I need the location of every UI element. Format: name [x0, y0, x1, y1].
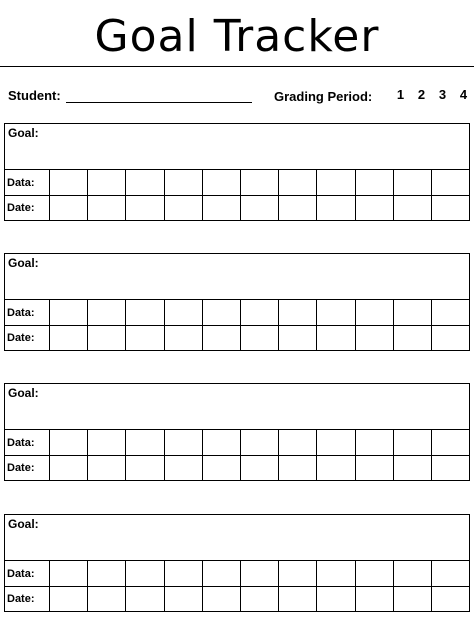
data-cell[interactable]	[165, 561, 203, 586]
date-cell[interactable]	[126, 326, 164, 350]
data-cell[interactable]	[317, 170, 355, 195]
date-cell[interactable]	[394, 587, 432, 611]
goal-label: Goal:	[8, 256, 39, 270]
goal-label: Goal:	[8, 126, 39, 140]
data-cell[interactable]	[126, 561, 164, 586]
date-cell[interactable]	[317, 326, 355, 350]
date-row	[5, 456, 469, 480]
date-cell[interactable]	[203, 326, 241, 350]
date-cell[interactable]	[317, 456, 355, 480]
goal-label: Goal:	[8, 386, 39, 400]
data-row-label: Data:	[5, 170, 50, 195]
data-cell[interactable]	[356, 300, 394, 325]
grading-period-3[interactable]: 3	[438, 87, 447, 102]
grading-period-label: Grading Period:	[274, 89, 373, 104]
data-row	[5, 561, 469, 587]
date-cell[interactable]	[317, 587, 355, 611]
date-cell[interactable]	[165, 456, 203, 480]
data-cell[interactable]	[88, 561, 126, 586]
date-cell[interactable]	[203, 456, 241, 480]
data-cell[interactable]	[50, 300, 88, 325]
date-row-label: Date:	[5, 456, 50, 480]
header-divider	[0, 66, 474, 67]
date-cell[interactable]	[88, 587, 126, 611]
date-cell[interactable]	[241, 196, 279, 220]
date-row	[5, 587, 469, 611]
data-cell[interactable]	[88, 300, 126, 325]
date-cell[interactable]	[165, 326, 203, 350]
date-cell[interactable]	[279, 456, 317, 480]
data-cell[interactable]	[394, 170, 432, 195]
goal-block	[4, 514, 470, 612]
data-cell[interactable]	[356, 561, 394, 586]
date-cell[interactable]	[356, 326, 394, 350]
date-row-label: Date:	[5, 587, 50, 611]
date-cell[interactable]	[279, 587, 317, 611]
date-cell[interactable]	[432, 326, 469, 350]
goal-block	[4, 123, 470, 221]
data-cell[interactable]	[394, 300, 432, 325]
data-cell[interactable]	[279, 300, 317, 325]
data-cell[interactable]	[394, 561, 432, 586]
data-cell[interactable]	[279, 561, 317, 586]
data-cell[interactable]	[241, 170, 279, 195]
data-row	[5, 300, 469, 326]
data-cell[interactable]	[317, 300, 355, 325]
goal-text-area[interactable]	[5, 254, 469, 300]
date-cell[interactable]	[279, 196, 317, 220]
data-cell[interactable]	[241, 561, 279, 586]
date-cell[interactable]	[356, 587, 394, 611]
date-row	[5, 326, 469, 350]
data-cell[interactable]	[432, 170, 469, 195]
data-cell[interactable]	[50, 170, 88, 195]
goal-text-area[interactable]	[5, 384, 469, 430]
date-cell[interactable]	[432, 587, 469, 611]
data-row	[5, 170, 469, 196]
date-cell[interactable]	[203, 587, 241, 611]
date-cell[interactable]	[241, 456, 279, 480]
date-cell[interactable]	[394, 196, 432, 220]
data-cell[interactable]	[203, 430, 241, 455]
date-cell[interactable]	[126, 196, 164, 220]
data-cell[interactable]	[165, 430, 203, 455]
date-cell[interactable]	[50, 587, 88, 611]
page-title: Goal Tracker	[94, 11, 380, 62]
date-cell[interactable]	[279, 326, 317, 350]
goal-text-area[interactable]	[5, 124, 469, 170]
date-cell[interactable]	[317, 196, 355, 220]
date-cell[interactable]	[88, 456, 126, 480]
date-cell[interactable]	[394, 326, 432, 350]
date-cell[interactable]	[203, 196, 241, 220]
goal-label: Goal:	[8, 517, 39, 531]
data-cell[interactable]	[241, 300, 279, 325]
data-row	[5, 430, 469, 456]
data-cell[interactable]	[203, 170, 241, 195]
date-cell[interactable]	[50, 196, 88, 220]
date-cell[interactable]	[241, 587, 279, 611]
grading-period-options	[390, 87, 474, 102]
date-row-label: Date:	[5, 196, 50, 220]
goal-block	[4, 383, 470, 481]
date-cell[interactable]	[50, 456, 88, 480]
data-cell[interactable]	[165, 170, 203, 195]
data-row-label: Data:	[5, 561, 50, 586]
data-cell[interactable]	[317, 430, 355, 455]
date-cell[interactable]	[126, 587, 164, 611]
date-cell[interactable]	[88, 326, 126, 350]
data-cell[interactable]	[126, 300, 164, 325]
date-cell[interactable]	[356, 456, 394, 480]
date-cell[interactable]	[126, 456, 164, 480]
date-cell[interactable]	[241, 326, 279, 350]
data-cell[interactable]	[165, 300, 203, 325]
data-cell[interactable]	[356, 430, 394, 455]
date-cell[interactable]	[165, 196, 203, 220]
date-cell[interactable]	[432, 196, 469, 220]
data-cell[interactable]	[432, 430, 469, 455]
grading-period-1[interactable]: 1	[396, 87, 405, 102]
data-cell[interactable]	[50, 561, 88, 586]
goal-block	[4, 253, 470, 351]
data-row-label: Data:	[5, 300, 50, 325]
date-row-label: Date:	[5, 326, 50, 350]
student-label: Student:	[8, 88, 61, 103]
data-cell[interactable]	[279, 170, 317, 195]
data-cell[interactable]	[279, 430, 317, 455]
data-cell[interactable]	[241, 430, 279, 455]
date-cell[interactable]	[88, 196, 126, 220]
data-cell[interactable]	[126, 430, 164, 455]
grading-period-2[interactable]: 2	[417, 87, 426, 102]
data-cell[interactable]	[88, 170, 126, 195]
date-cell[interactable]	[165, 587, 203, 611]
date-cell[interactable]	[356, 196, 394, 220]
data-cell[interactable]	[50, 430, 88, 455]
student-name-line[interactable]	[66, 102, 252, 103]
date-cell[interactable]	[432, 456, 469, 480]
data-cell[interactable]	[203, 300, 241, 325]
date-row	[5, 196, 469, 220]
grading-period-4[interactable]: 4	[459, 87, 468, 102]
data-cell[interactable]	[88, 430, 126, 455]
date-cell[interactable]	[50, 326, 88, 350]
data-cell[interactable]	[394, 430, 432, 455]
data-cell[interactable]	[126, 170, 164, 195]
data-cell[interactable]	[432, 561, 469, 586]
data-cell[interactable]	[317, 561, 355, 586]
goal-text-area[interactable]	[5, 515, 469, 561]
data-row-label: Data:	[5, 430, 50, 455]
date-cell[interactable]	[394, 456, 432, 480]
data-cell[interactable]	[203, 561, 241, 586]
data-cell[interactable]	[356, 170, 394, 195]
data-cell[interactable]	[432, 300, 469, 325]
